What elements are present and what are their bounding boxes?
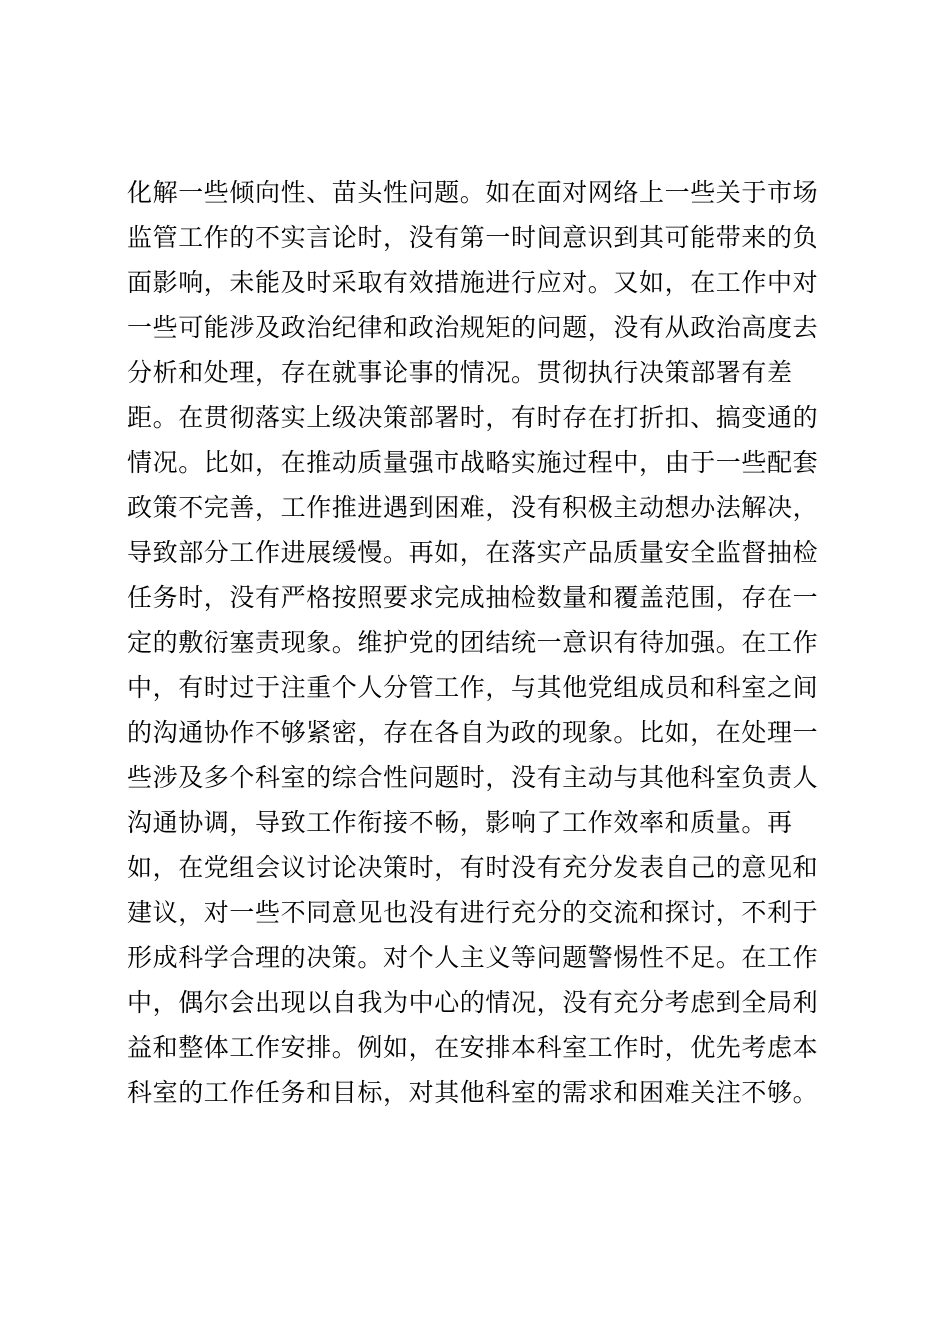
text-line-17: 建议，对一些不同意见也没有进行充分的交流和探讨，不利于 bbox=[127, 898, 819, 927]
text-line-15: 沟通协调，导致工作衔接不畅，影响了工作效率和质量。再 bbox=[127, 808, 793, 837]
text-line-3: 面影响，未能及时采取有效措施进行应对。又如，在工作中对 bbox=[127, 268, 819, 297]
text-line-20: 益和整体工作安排。例如，在安排本科室工作时，优先考虑本 bbox=[127, 1033, 819, 1062]
text-line-6: 距。在贯彻落实上级决策部署时，有时存在打折扣、搞变通的 bbox=[127, 403, 819, 432]
text-line-21: 科室的工作任务和目标，对其他科室的需求和困难关注不够。 bbox=[127, 1078, 819, 1107]
text-line-1: 化解一些倾向性、苗头性问题。如在面对网络上一些关于市场 bbox=[127, 178, 819, 207]
text-line-10: 任务时，没有严格按照要求完成抽检数量和覆盖范围，存在一 bbox=[127, 583, 819, 612]
text-line-9: 导致部分工作进展缓慢。再如，在落实产品质量安全监督抽检 bbox=[127, 538, 819, 567]
text-line-16: 如，在党组会议讨论决策时，有时没有充分发表自己的意见和 bbox=[127, 853, 819, 882]
text-line-14: 些涉及多个科室的综合性问题时，没有主动与其他科室负责人 bbox=[127, 763, 819, 792]
text-line-4: 一些可能涉及政治纪律和政治规矩的问题，没有从政治高度去 bbox=[127, 313, 819, 342]
text-line-8: 政策不完善，工作推进遇到困难，没有积极主动想办法解决， bbox=[127, 493, 819, 522]
text-line-11: 定的敷衍塞责现象。维护党的团结统一意识有待加强。在工作 bbox=[127, 628, 819, 657]
text-line-5: 分析和处理，存在就事论事的情况。贯彻执行决策部署有差 bbox=[127, 358, 793, 387]
text-line-19: 中，偶尔会出现以自我为中心的情况，没有充分考虑到全局利 bbox=[127, 988, 819, 1017]
text-line-2: 监管工作的不实言论时，没有第一时间意识到其可能带来的负 bbox=[127, 223, 819, 252]
text-line-13: 的沟通协作不够紧密，存在各自为政的现象。比如，在处理一 bbox=[127, 718, 819, 747]
text-line-18: 形成科学合理的决策。对个人主义等问题警惕性不足。在工作 bbox=[127, 943, 819, 972]
text-line-7: 情况。比如，在推动质量强市战略实施过程中，由于一些配套 bbox=[127, 448, 819, 477]
body-paragraph bbox=[127, 170, 827, 1115]
text-line-12: 中，有时过于注重个人分管工作，与其他党组成员和科室之间 bbox=[127, 673, 819, 702]
